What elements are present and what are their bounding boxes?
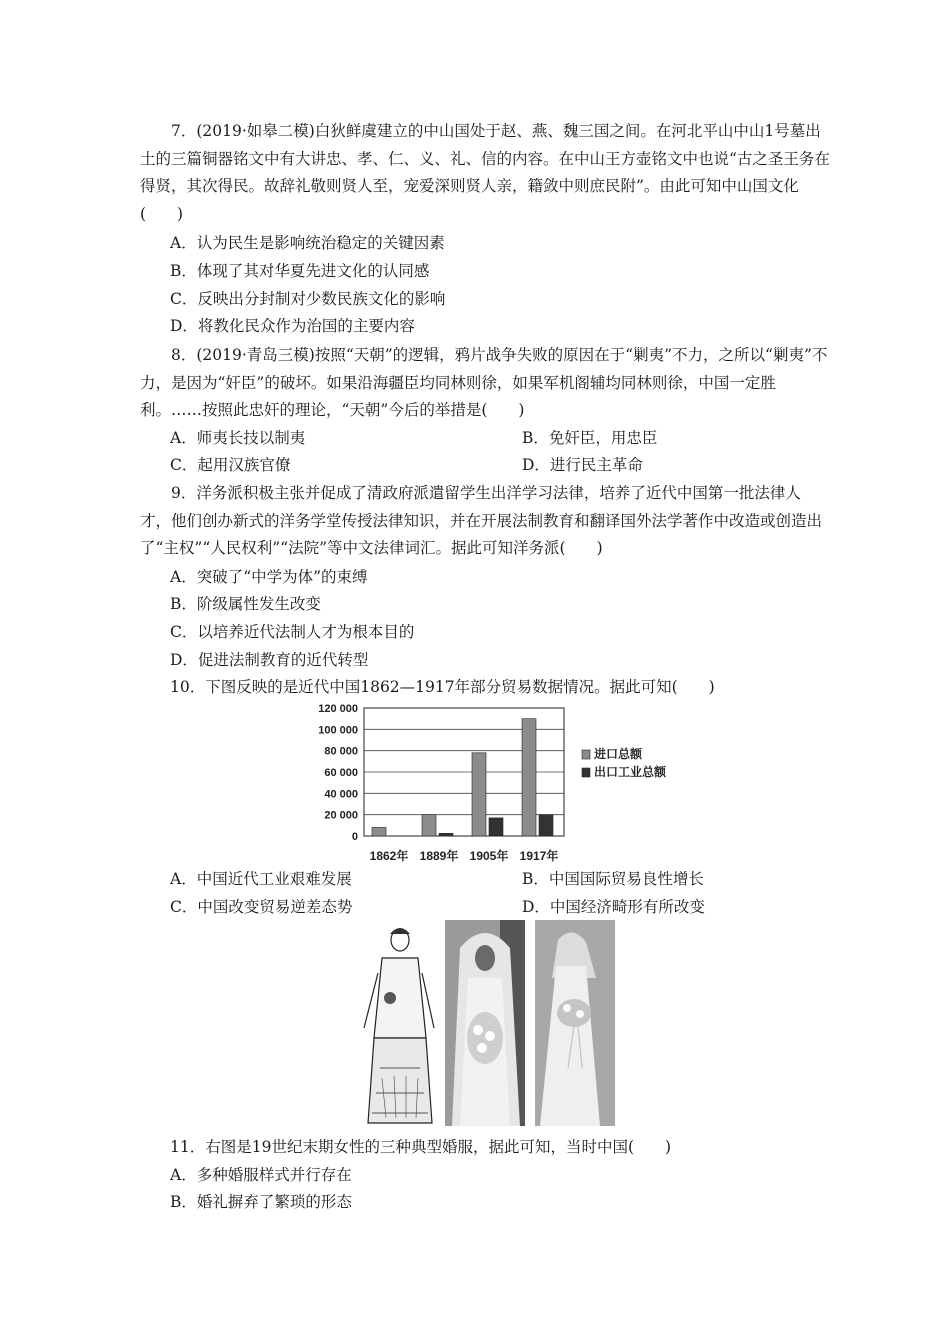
q7-option-b[interactable]: B．体现了其对华夏先进文化的认同感 [170,262,430,280]
y-tick-label: 0 [351,831,358,843]
q10-option-a[interactable]: A．中国近代工业艰难发展 [170,870,352,888]
y-tick-label: 100 000 [318,724,358,737]
western-gown-photo [535,920,615,1126]
x-tick-label: 1905年 [469,849,509,863]
y-tick-label: 80 000 [324,745,358,758]
x-tick-label: 1917年 [519,849,559,863]
question-7-stem: 7．(2019·如皋二模)白狄鲜虞建立的中山国处于赵、燕、魏三国之间。在河北平山中山1号墓出土的三篇铜器铭文中有大讲忠、孝、仁、义、礼、信的内容。在中山王方壶铭文中也说“古之圣王务在得贤，其次得民。故辞礼敬则贤人至，宠爱深则贤人亲，籍敛中则庶民附”。由此可知中山国文化( ) [140,122,830,223]
y-tick-label: 60 000 [324,767,358,779]
traditional-dress-drawing [360,918,435,1128]
q7-option-c[interactable]: C．反映出分封制对少数民族文化的影响 [170,290,446,308]
q9-option-a[interactable]: A．突破了“中学为体”的束缚 [170,568,368,586]
q11-option-b[interactable]: B．婚礼摒弃了繁琐的形态 [170,1193,352,1211]
question-10-stem: 10．下图反映的是近代中国1862—1917年部分贸易数据情况。据此可知( ) [170,678,715,696]
trade-bar-chart [300,700,720,870]
q7-option-a[interactable]: A．认为民生是影响统治稳定的关键因素 [170,234,445,252]
q10-option-d[interactable]: D．中国经济畸形有所改变 [522,898,705,916]
y-tick-label: 40 000 [324,788,358,801]
bar-import [422,815,436,836]
legend-swatch [582,768,590,777]
legend-label: 出口工业总额 [594,765,667,779]
question-8 [140,342,830,425]
q8-option-a[interactable]: A．师夷长技以制夷 [170,429,306,447]
q9-option-b[interactable]: B．阶级属性发生改变 [170,595,321,613]
y-tick-label: 120 000 [318,703,358,715]
legend-swatch [582,750,590,759]
x-tick-label: 1889年 [419,849,459,863]
q7-option-d[interactable]: D．将教化民众作为治国的主要内容 [170,317,415,335]
veiled-bride-photo [445,920,525,1126]
question-9-stem: 9．洋务派积极主张并促成了清政府派遣留学生出洋学习法律，培养了近代中国第一批法律人才，他们创办新式的洋务学堂传授法律知识，并在开展法制教育和翻译国外法学著作中改造或创造出了“主权”“人民权利”“法院”等中文法律词汇。据此可知洋务派( ) [140,484,823,557]
legend-label: 进口总额 [594,747,643,761]
x-tick-label: 1862年 [369,849,409,863]
question-9 [140,480,830,563]
q9-option-c[interactable]: C．以培养近代法制人才为根本目的 [170,623,415,641]
bar-import [372,827,386,836]
question-11-stem: 11．右图是19世纪末期女性的三种典型婚服，据此可知，当时中国( ) [170,1138,672,1156]
q8-option-c[interactable]: C．起用汉族官僚 [170,456,291,474]
q11-option-a[interactable]: A．多种婚服样式并行存在 [170,1166,352,1184]
q10-option-b[interactable]: B．中国国际贸易良性增长 [522,870,704,888]
question-7 [140,118,830,228]
y-tick-label: 20 000 [324,809,358,822]
q9-option-d[interactable]: D．促进法制教育的近代转型 [170,651,369,669]
q10-option-c[interactable]: C．中国改变贸易逆差态势 [170,898,353,916]
bar-import [472,753,486,836]
bar-export [439,833,453,836]
bar-export [489,818,503,836]
q8-option-d[interactable]: D．进行民主革命 [522,456,643,474]
bar-export [539,815,553,836]
bar-import [522,719,536,836]
question-8-stem: 8．(2019·青岛三模)按照“天朝”的逻辑，鸦片战争失败的原因在于“剿夷”不力，之所以“剿夷”不力，是因为“奸臣”的破坏。如果沿海疆臣均同林则徐，如果军机阁辅均同林则徐，中国一定胜利。……按照此忠奸的理论，“天朝”今后的举措是( ) [140,346,828,419]
wedding-dress-photos [360,918,615,1128]
q8-option-b[interactable]: B．免奸臣，用忠臣 [522,429,658,447]
